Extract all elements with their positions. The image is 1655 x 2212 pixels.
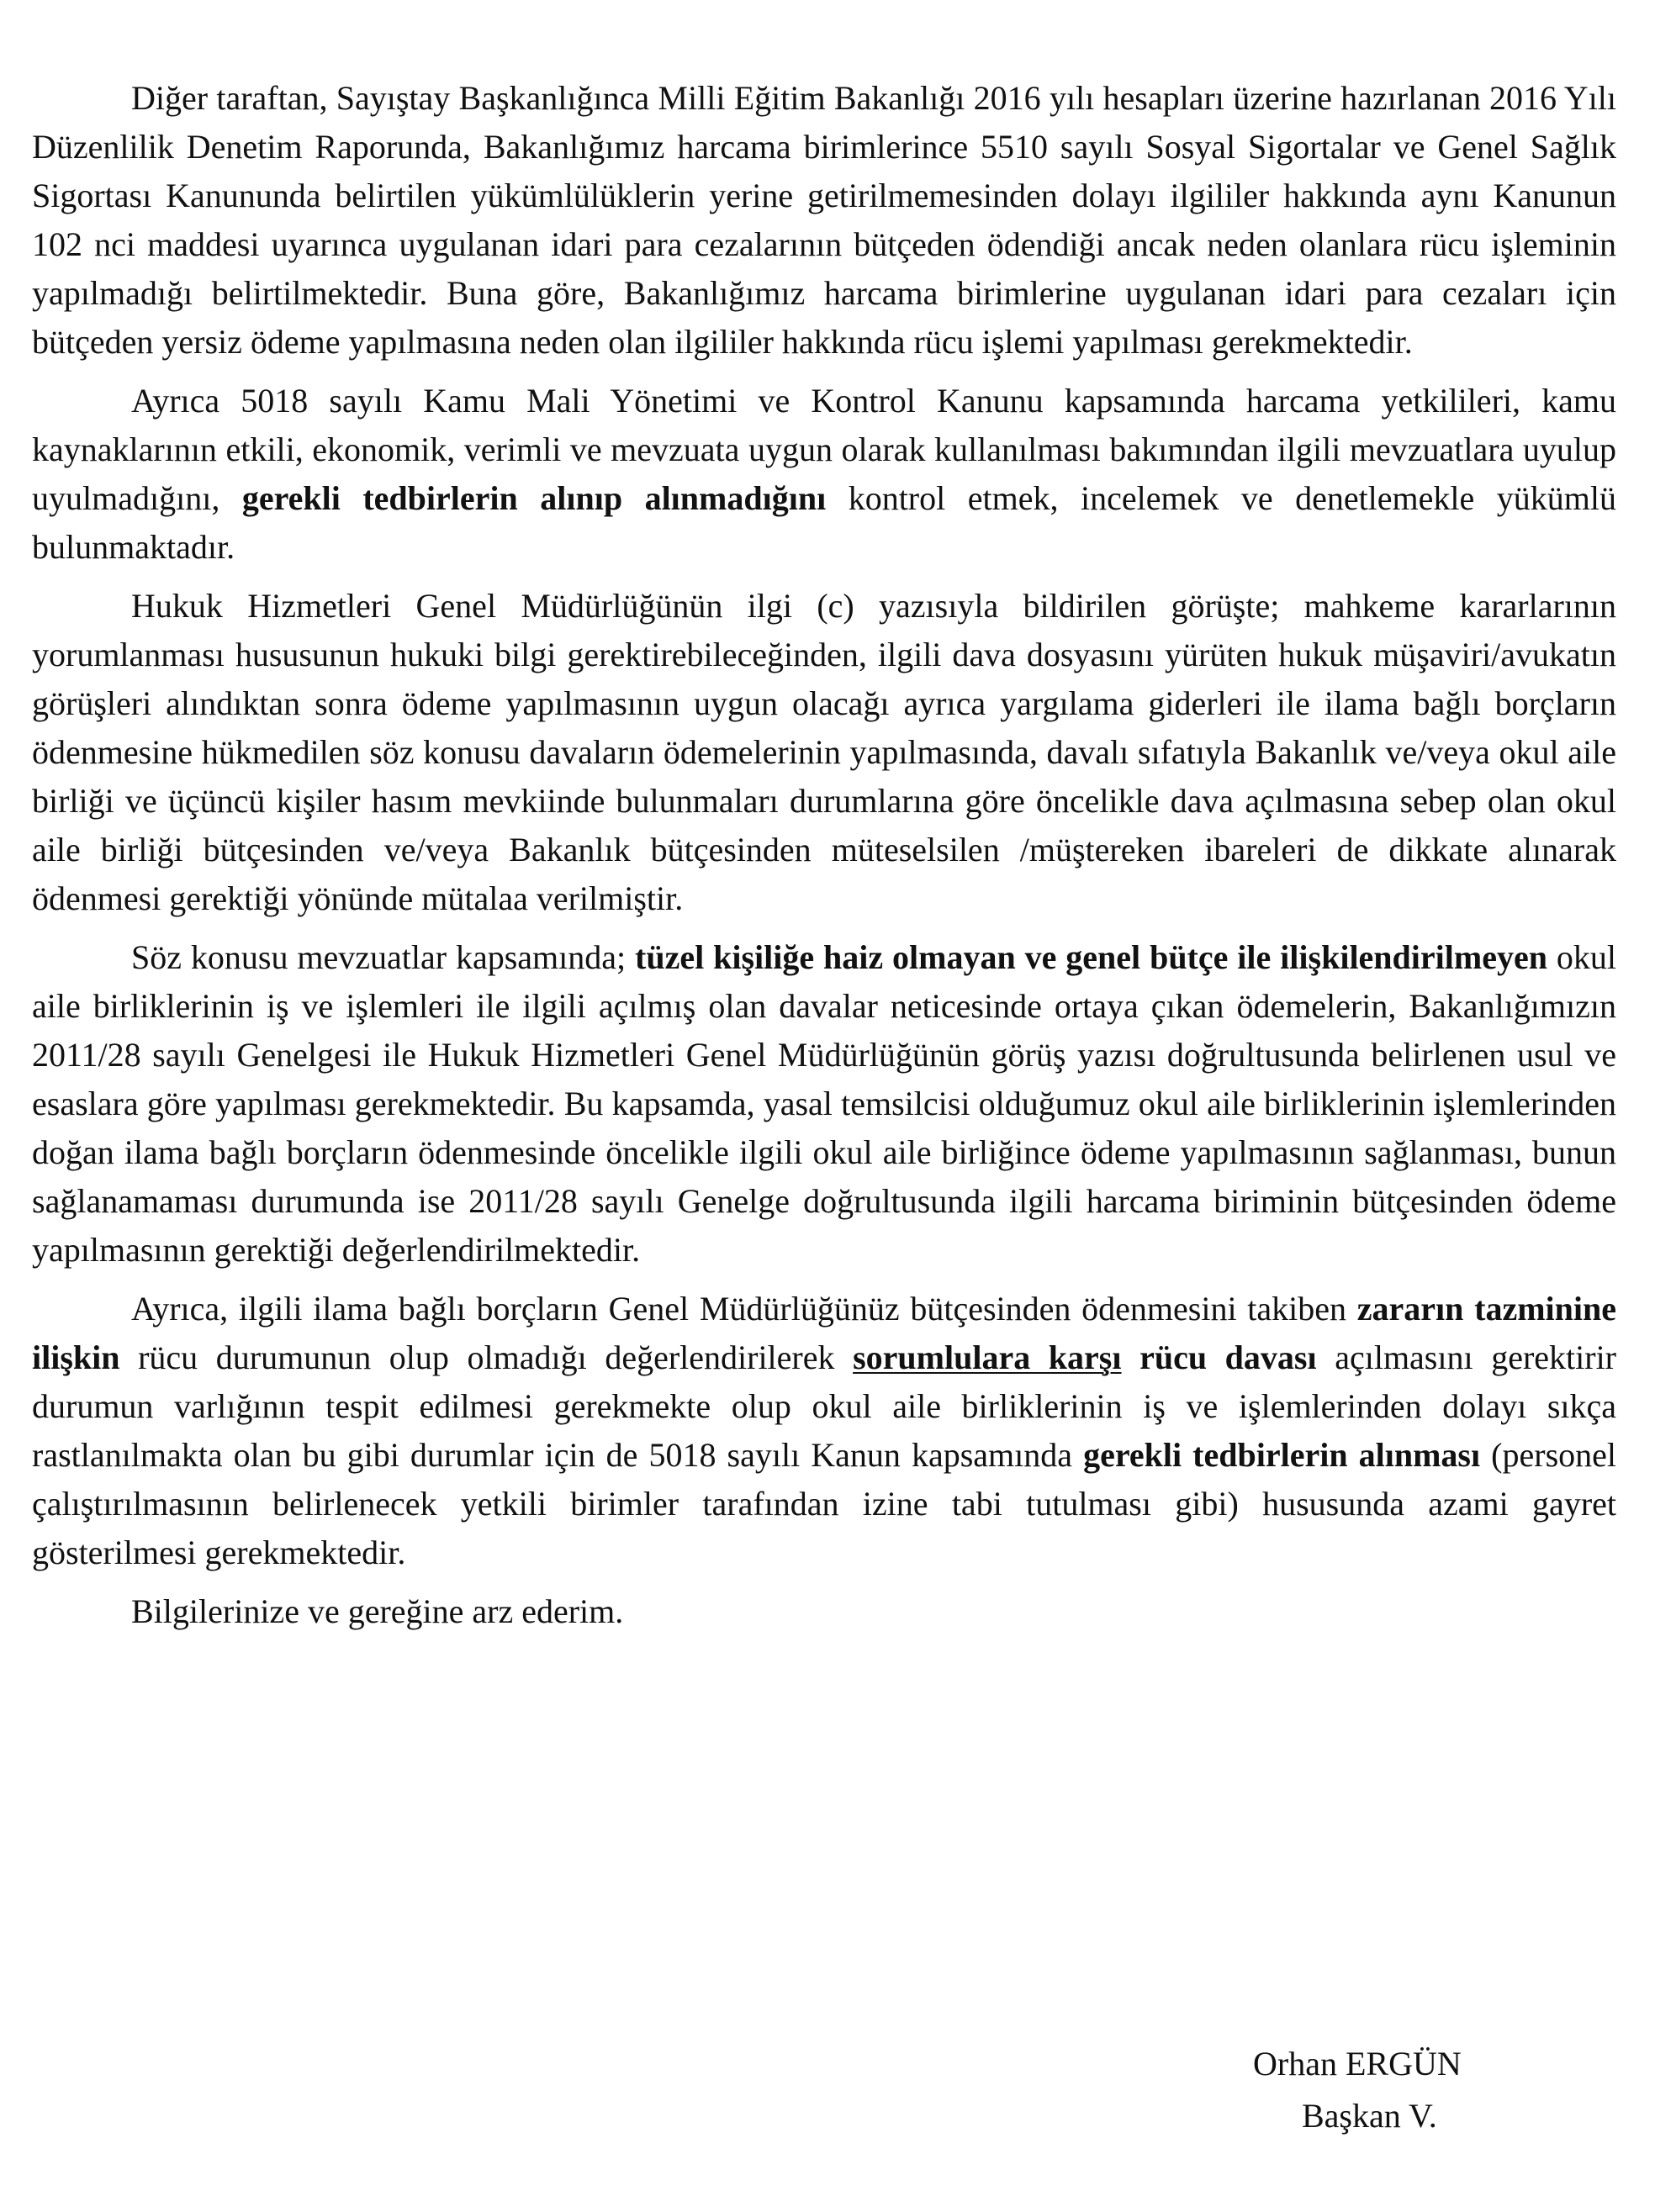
emphasis-text: rücu davası (1139, 1338, 1317, 1376)
paragraph-closing (32, 1587, 1616, 1636)
paragraph-text: Ayrıca, ilgili ilama bağlı borçların Genel Müdürlüğünüz bütçesinden ödenmesini takiben (131, 1290, 1357, 1328)
paragraph-text: açılmasını gerektirir durumun varlığının tespit edilmesi gerekmekte olup okul aile birliklerinin iş ve işlemlerinden dolayı sıkça rastlanılmakta olan bu gibi durumlar için de 5018 sayılı Kanun kapsamında (32, 1338, 1616, 1474)
emphasis-text: zararın tazminine ilişkin (32, 1290, 1616, 1376)
emphasis-text: gerekli tedbirlerin alınıp alınmadığını (241, 479, 827, 517)
paragraph-law-5018 (32, 377, 1616, 572)
paragraph-text: okul aile birliklerinin iş ve işlemleri ile ilgili açılmış olan davalar neticesinde ortaya çıkan ödemelerin, Bakanlığımızın 2011/28 sayılı Genelgesi ile Hukuk Hizmetleri Genel Müdürlüğünün görüş yazısı doğrultusunda belirlenen usul ve esaslara göre yapılması gerekmektedir. Bu kapsamda, yasal temsilcisi olduğumuz okul aile birliklerinin işlemlerinden doğan ilama bağlı borçların ödenmesinde öncelikle ilgili okul aile birliğince ödeme yapılmasının sağlanması, bunun sağlanamaması durumunda ise 2011/28 sayılı Genelge doğrultusunda ilgili harcama biriminin bütçesinden ödeme yapılmasının gerektiği değerlendirilmektedir. (32, 938, 1616, 1269)
paragraph-legal-opinion (32, 582, 1616, 923)
paragraph-text: Hukuk Hizmetleri Genel Müdürlüğünün ilgi (c) yazısıyla bildirilen görüşte; mahkeme kararlarının yorumlanması hususunun hukuki bilgi gerektirebileceğinden, ilgili dava dosyasını yürüten hukuk müşaviri/avukatın görüşleri alındıktan sonra ödeme yapılmasının uygun olacağı ayrıca yargılama giderleri ile ilama bağlı borçların ödenmesine hükmedilen söz konusu davaların ödemelerinin yapılmasında, davalı sıfatıyla Bakanlık ve/veya okul aile birliği ve üçüncü kişiler hasım mevkiinde bulunmaları durumlarına göre öncelikle dava açılmasına sebep olan okul aile birliği bütçesinden ve/veya Bakanlık bütçesinden müteselsilen /müştereken ibareleri de dikkate alınarak ödenmesi gerektiği yönünde mütalaa verilmiştir. (32, 587, 1616, 917)
paragraph-text: Bilgilerinize ve gereğine arz ederim. (131, 1592, 624, 1630)
paragraph-payment-procedure (32, 933, 1616, 1275)
paragraph-text: (personel çalıştırılmasının belirlenecek yetkili birimler tarafından izine tabi tutulması gibi) hususunda azami gayret gösterilmesi gerekmektedir. (32, 1436, 1616, 1571)
paragraph-text (1121, 1338, 1139, 1376)
signatory-title: Başkan V. (1302, 2097, 1437, 2135)
paragraph-audit-report (32, 74, 1616, 367)
emphasis-text: tüzel kişiliğe haiz olmayan ve genel bütçe ile ilişkilendirilmeyen (635, 938, 1547, 976)
emphasis-text: gerekli tedbirlerin alınması (1083, 1436, 1481, 1474)
paragraph-recourse (32, 1285, 1616, 1577)
document-body (32, 74, 1616, 1636)
underlined-emphasis-text: sorumlulara karşı (853, 1338, 1122, 1376)
paragraph-text: kontrol etmek, incelemek ve denetlemekle yükümlü bulunmaktadır. (32, 479, 1617, 566)
paragraph-text: Diğer taraftan, Sayıştay Başkanlığınca Milli Eğitim Bakanlığı 2016 yılı hesapları üzerine hazırlanan 2016 Yılı Düzenlilik Denetim Raporunda, Bakanlığımız harcama birimlerince 5510 sayılı Sosyal Sigortalar ve Genel Sağlık Sigortası Kanununda belirtilen yükümlülüklerin yerine getirilmemesinden dolayı ilgililer hakkında aynı Kanunun 102 nci maddesi uyarınca uygulanan idari para cezalarının bütçeden ödendiği ancak neden olanlara rücu işleminin yapılmadığı belirtilmektedir. Buna göre, Bakanlığımız harcama birimlerine uygulanan idari para cezaları için bütçeden yersiz ödeme yapılmasına neden olan ilgililer hakkında rücu işlemi yapılması gerekmektedir. (32, 79, 1616, 361)
paragraph-text: Söz konusu mevzuatlar kapsamında; (131, 938, 636, 976)
paragraph-text: rücu durumunun olup olmadığı değerlendirilerek (119, 1338, 854, 1376)
signature-block (1253, 2038, 1539, 2142)
paragraph-text: Ayrıca 5018 sayılı Kamu Mali Yönetimi ve Kontrol Kanunu kapsamında harcama yetkilileri, kamu kaynaklarının etkili, ekonomik, verimli ve mevzuata uygun olarak kullanılması bakımından ilgili mevzuatlara uyulup uyulmadığını, (32, 382, 1616, 517)
signatory-name: Orhan ERGÜN (1253, 2045, 1462, 2083)
